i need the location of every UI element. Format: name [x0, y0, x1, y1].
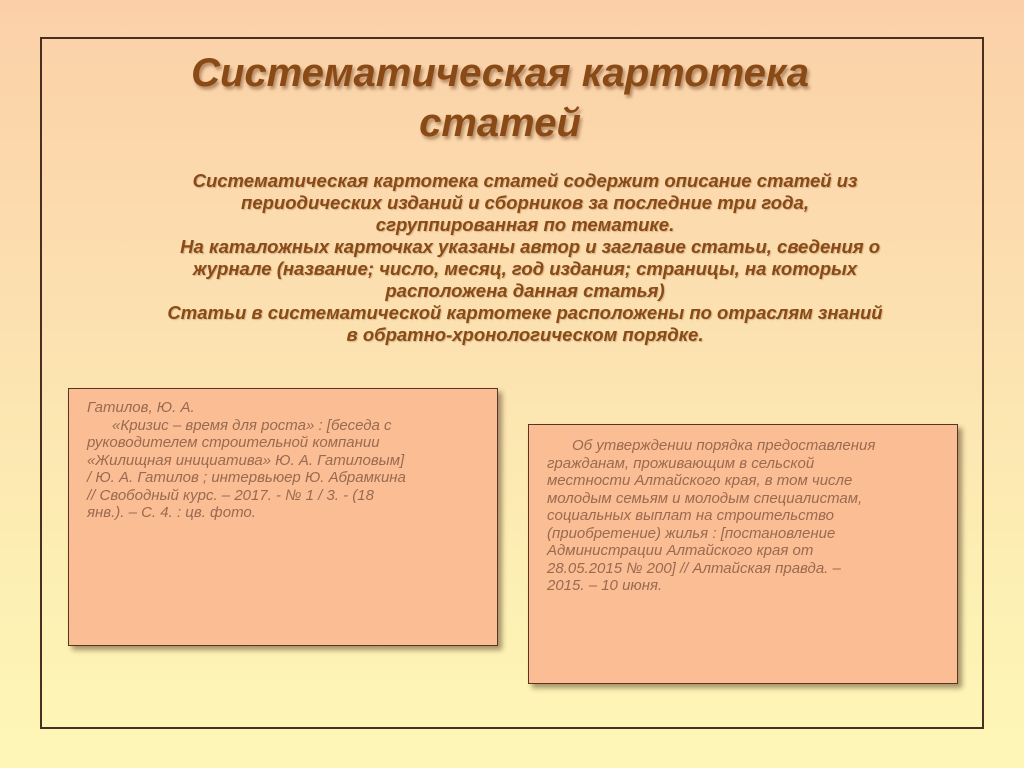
card-line: Об утверждении порядка предоставления: [547, 437, 876, 454]
card-line: гражданам, проживающим в сельской: [547, 454, 815, 472]
card-line: руководителем строительной компании: [87, 434, 380, 451]
description-line: На каталожных карточках указаны автор и заглавие статьи, сведения о: [169, 236, 881, 257]
description-line: Статьи в систематической картотеке расположены по отраслям знаний: [167, 302, 883, 323]
card-line: социальных выплат на строительство: [547, 507, 834, 524]
description-line: в обратно-хронологическом порядке.: [346, 324, 704, 345]
card-line: / Ю. А. Гатилов ; интервьюер Ю. Абрамкина: [87, 469, 406, 486]
description-line: сгруппированная по тематике.: [375, 214, 675, 235]
slide-title-line: статей: [419, 101, 581, 145]
card-line: 2015. – 10 июня.: [547, 577, 663, 594]
card-line: // Свободный курс. – 2017. - № 1 / 3. - (18: [87, 486, 374, 504]
catalog-card-article: [68, 388, 498, 646]
slide-title: [60, 48, 940, 148]
slide-title-line: Систематическая картотека: [191, 51, 809, 95]
description-line: журнале (название; число, месяц, год издания; страницы, на которых: [192, 258, 858, 279]
card-line: янв.). – С. 4. : цв. фото.: [87, 504, 256, 521]
card-line: местности Алтайского края, в том числе: [547, 472, 853, 489]
card-line: (приобретение) жилья : [постановление: [547, 524, 836, 542]
card-line: 28.05.2015 № 200] // Алтайская правда. –: [547, 559, 841, 577]
card-line: Гатилов, Ю. А.: [87, 399, 195, 416]
slide-description: [80, 170, 970, 346]
card-line: Администрации Алтайского края от: [547, 542, 814, 559]
catalog-card-regulation: [528, 424, 958, 684]
card-line: молодым семьям и молодым специалистам,: [547, 489, 863, 507]
description-line: Систематическая картотека статей содержит описание статей из: [192, 170, 858, 191]
card-line: «Кризис – время для роста» : [беседа с: [87, 416, 392, 434]
description-line: периодических изданий и сборников за последние три года,: [241, 192, 809, 213]
card-line: «Жилищная инициатива» Ю. А. Гатиловым]: [87, 451, 405, 469]
description-line: расположена данная статья): [385, 280, 665, 301]
